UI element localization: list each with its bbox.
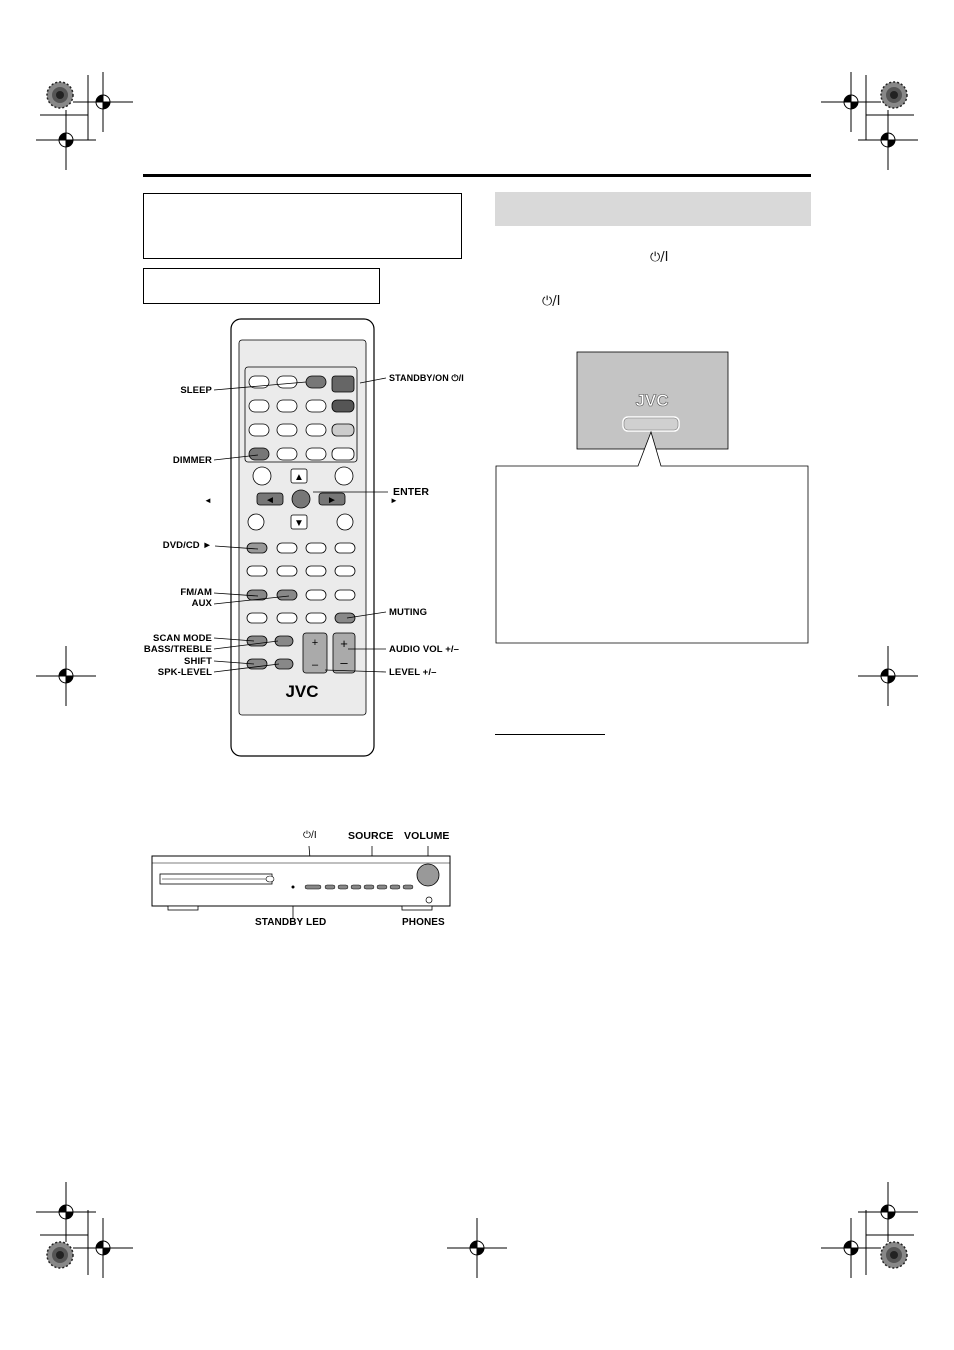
label-level: LEVEL +/–	[389, 667, 437, 678]
label-source: SOURCE	[348, 830, 394, 842]
label-shift: SHIFT	[184, 656, 212, 667]
label-spk-level: SPK-LEVEL	[157, 667, 212, 678]
label-dimmer: DIMMER	[172, 455, 212, 466]
svg-text:+: +	[340, 636, 348, 651]
label-bass-treble: BASS/TREBLE	[143, 644, 212, 655]
remote-logo: JVC	[285, 682, 319, 701]
label-audio-vol: AUDIO VOL +/–	[389, 644, 460, 655]
label-dvd-cd: DVD/CD ►	[162, 540, 212, 551]
svg-text:▼: ▼	[294, 518, 304, 529]
svg-text:–: –	[311, 659, 319, 671]
label-phones: PHONES	[402, 917, 445, 928]
label-fm-am: FM/AM	[180, 587, 212, 598]
label-volume: VOLUME	[404, 830, 450, 842]
svg-text:–: –	[340, 655, 348, 670]
label-standby-on: STANDBY/ON ⏻/I	[389, 373, 464, 383]
svg-text:◄: ◄	[265, 495, 275, 506]
svg-text:+: +	[311, 637, 319, 649]
label-enter: ENTER	[393, 486, 430, 498]
label-front-power: ⏻/I	[303, 830, 317, 841]
front-panel	[150, 838, 460, 918]
power-symbol-inline: ⏻/I	[542, 294, 561, 309]
display-illustration	[495, 350, 811, 646]
label-scan-mode: SCAN MODE	[153, 633, 212, 644]
label-sleep: SLEEP	[180, 385, 212, 396]
arrow-right: ►	[390, 496, 399, 505]
power-symbol-inline: ⏻/I	[650, 250, 669, 265]
svg-text:JVC: JVC	[635, 391, 669, 410]
underline	[495, 734, 605, 735]
svg-text:▲: ▲	[294, 472, 304, 483]
label-aux: AUX	[191, 598, 212, 609]
label-muting: MUTING	[389, 607, 428, 618]
arrow-left: ◄	[204, 496, 213, 505]
svg-text:►: ►	[327, 495, 337, 506]
label-standby-led: STANDBY LED	[255, 917, 327, 928]
